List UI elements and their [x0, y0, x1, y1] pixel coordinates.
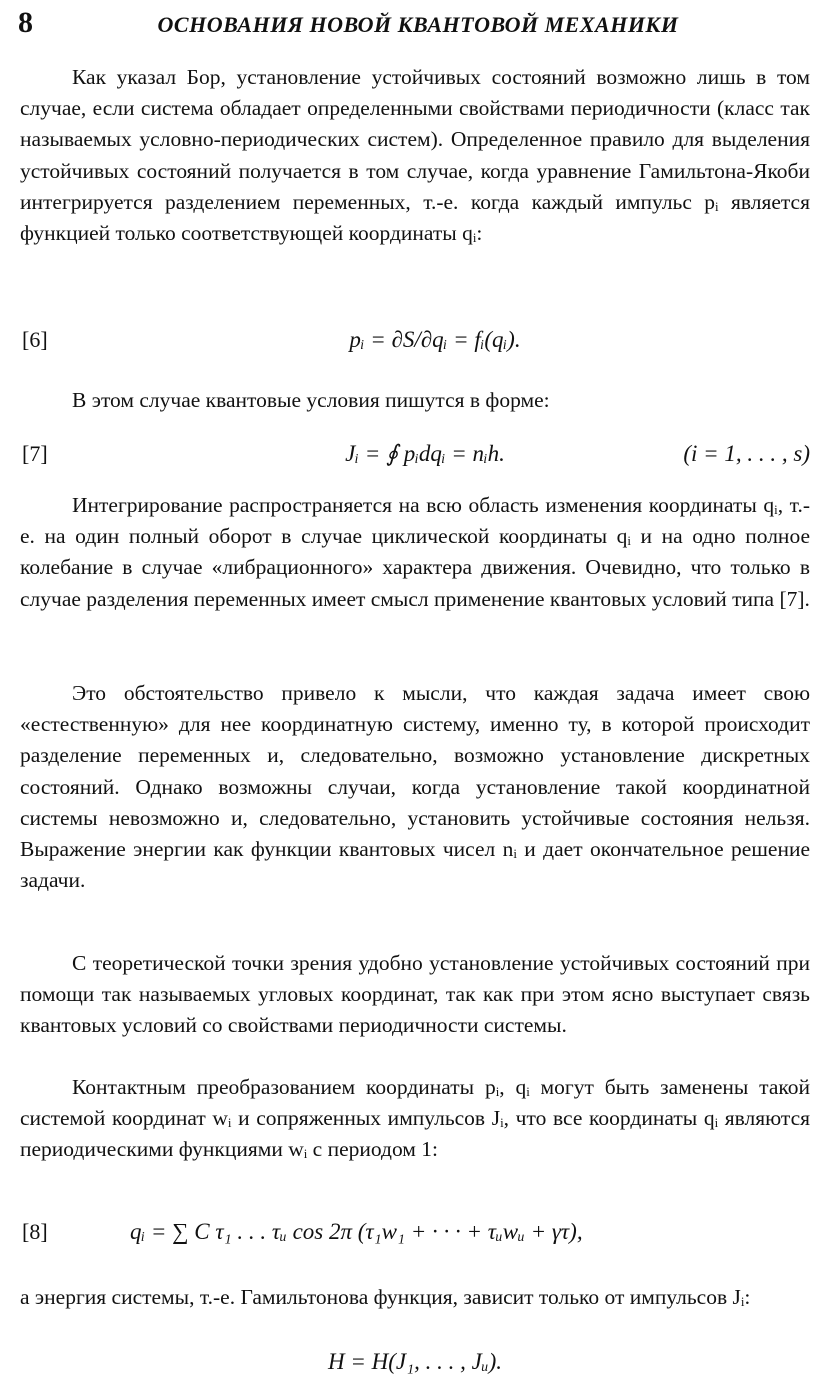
paragraph-quantum-conditions-intro: В этом случае квантовые условия пишутся в форме: [72, 388, 550, 412]
equation-number: [8] [22, 1219, 48, 1244]
equation-hamiltonian [20, 1340, 810, 1384]
running-title: ОСНОВАНИЯ НОВОЙ КВАНТОВОЙ МЕХАНИКИ [157, 12, 679, 37]
paragraph-angle-coordinates: С теоретической точки зрения удобно установление устойчивых состояний при помощи так называемых угловых координат, так как при этом ясно выступает связь квантовых условий со свойствами периодичности системы. [20, 951, 810, 1038]
equation-8 [20, 1210, 810, 1254]
page-number: 8 [18, 6, 33, 39]
equation-condition: (i = 1, . . . , s) [683, 441, 810, 466]
paragraph-bohr-stable-states: Как указал Бор, установление устойчивых состояний возможно лишь в том случае, если система обладает определенными свойствами периодичности (класс так называемых условно-периодических систем). Определенное правило для выделения устойчивых состояний получается в том случае, когда уравнение Гамильтона-Якоби интегрируется разделением переменных, т.-е. когда каждый импульс pᵢ является функцией только соответствующей координаты qᵢ: [20, 65, 810, 246]
paragraph-natural-coordinates: Это обстоятельство привело к мысли, что каждая задача имеет свою «естественную» для нее координатную систему, именно ту, в которой происходит разделение переменных и, следовательно, возможно установление дискретных состояний. Однако возможны случаи, когда установление такой координатной системы невозможно и, следовательно, установить устойчивые состояния нельзя. Выражение энергии как функции квантовых чисел nᵢ и дает окончательное решение задачи. [20, 681, 810, 893]
equation-7 [20, 432, 810, 476]
paragraph-energy-hamiltonian: а энергия системы, т.-е. Гамильтонова функция, зависит только от импульсов Jᵢ: [20, 1285, 751, 1309]
equation-body: Jᵢ = ∮ pᵢdqᵢ = nᵢh. [345, 441, 505, 466]
equation-body: H = H(J₁, . . . , Jᵤ). [328, 1349, 502, 1374]
paragraph-integration-domain: Интегрирование распространяется на всю область изменения координаты qᵢ, т.-е. на один полный оборот в случае циклической координаты qᵢ и на одно полное колебание в случае «либрационного» характера движения. Очевидно, что только в случае разделения переменных имеет смысл применение квантовых условий типа [7]. [20, 493, 810, 611]
equation-6 [20, 318, 810, 362]
paragraph-contact-transformation: Контактным преобразованием координаты pᵢ, qᵢ могут быть заменены такой системой координат wᵢ и сопряженных импульсов Jᵢ, что все координаты qᵢ являются периодическими функциями wᵢ с периодом 1: [20, 1075, 810, 1162]
equation-body: pᵢ = ∂S/∂qᵢ = fᵢ(qᵢ). [349, 327, 521, 352]
equation-number: [6] [22, 327, 48, 352]
page-header [18, 6, 818, 46]
equation-body: qᵢ = ∑ C τ₁ . . . τᵤ cos 2π (τ₁w₁ + · · · + τᵤwᵤ + γτ), [130, 1219, 583, 1244]
equation-number: [7] [22, 441, 48, 466]
